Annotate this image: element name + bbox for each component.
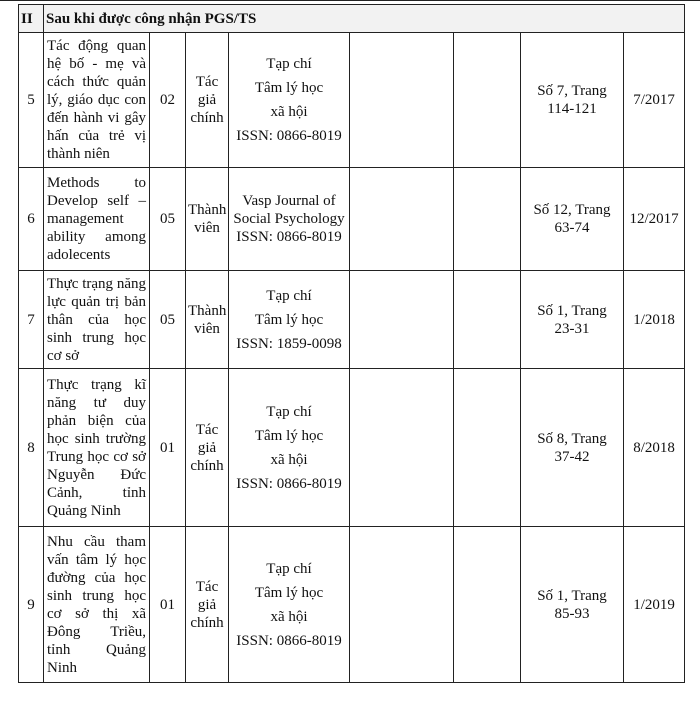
journal-line: Social Psychology <box>233 211 345 227</box>
author-role-line: chính <box>190 614 224 631</box>
author-role-line: Thành <box>188 202 227 218</box>
journal-line: Tâm lý học <box>254 80 324 96</box>
journal-name <box>229 168 350 271</box>
author-role-line: giả <box>197 92 217 108</box>
author-role <box>186 369 229 527</box>
article-title: Nhu cầu tham vấn tâm lý học đường của học sinh trung học cơ sở thị xã Đông Triều, tỉnh Quảng Ninh <box>44 527 150 683</box>
article-title: Thực trạng năng lực quản trị bản thân của học sinh trung học cơ sở <box>44 271 150 369</box>
author-role-line: chính <box>190 110 224 126</box>
author-role-line: viên <box>194 320 220 337</box>
author-count: 02 <box>150 33 186 168</box>
journal-line: ISSN: 1859-0098 <box>236 335 342 352</box>
author-role <box>186 168 229 271</box>
journal-line: Tạp chí <box>266 287 312 304</box>
issue-line: Số 8, Trang <box>537 430 607 447</box>
table-row <box>19 369 685 527</box>
journal-line: Tạp chí <box>266 56 312 72</box>
journal-line: xã hội <box>270 451 308 468</box>
author-count: 01 <box>150 369 186 527</box>
section-title: Sau khi được công nhận PGS/TS <box>44 5 685 33</box>
empty-cell <box>350 168 454 271</box>
author-count: 05 <box>150 168 186 271</box>
issue-line: 23-31 <box>554 320 590 337</box>
journal-line: xã hội <box>270 104 308 120</box>
issue-pages <box>521 168 624 271</box>
journal-line: Tâm lý học <box>254 584 324 601</box>
journal-line: Tâm lý học <box>254 311 324 328</box>
journal-line: ISSN: 0866-8019 <box>236 128 342 144</box>
author-count: 01 <box>150 527 186 683</box>
author-role-line: Tác <box>195 74 219 90</box>
issue-line: 63-74 <box>554 220 590 236</box>
journal-line: Tạp chí <box>266 403 312 420</box>
issue-line: 114-121 <box>547 101 597 117</box>
author-role-line: Thành <box>188 302 227 319</box>
section-roman-numeral: II <box>19 5 44 33</box>
empty-cell <box>454 168 521 271</box>
issue-pages <box>521 33 624 168</box>
row-number: 5 <box>19 33 44 168</box>
journal-line: Vasp Journal of <box>242 193 336 209</box>
table-row <box>19 33 685 168</box>
issue-line: Số 1, Trang <box>537 302 607 319</box>
issue-line: Số 1, Trang <box>537 587 607 604</box>
author-role-line: giả <box>197 439 217 456</box>
journal-line: xã hội <box>270 608 308 625</box>
publication-date: 12/2017 <box>624 168 685 271</box>
journal-name <box>229 271 350 369</box>
journal-line: ISSN: 0866-8019 <box>236 475 342 492</box>
article-title: Thực trạng kĩ năng tư duy phản biện của học sinh trường Trung học cơ sở Nguyễn Đức Cảnh, tỉnh Quảng Ninh <box>44 369 150 527</box>
issue-line: 37-42 <box>554 448 590 465</box>
issue-pages <box>521 271 624 369</box>
row-number: 9 <box>19 527 44 683</box>
issue-line: Số 7, Trang <box>537 83 607 99</box>
author-role <box>186 33 229 168</box>
page-top-rule <box>0 0 700 1</box>
table-row <box>19 527 685 683</box>
empty-cell <box>454 369 521 527</box>
author-role-line: chính <box>190 457 224 474</box>
issue-pages <box>521 527 624 683</box>
publication-table <box>18 4 685 683</box>
author-role-line: Tác <box>195 578 219 595</box>
author-role-line: viên <box>194 220 220 236</box>
author-count: 05 <box>150 271 186 369</box>
journal-line: ISSN: 0866-8019 <box>236 632 342 649</box>
publication-date: 1/2018 <box>624 271 685 369</box>
journal-line: Tạp chí <box>266 560 312 577</box>
journal-name <box>229 33 350 168</box>
author-role <box>186 271 229 369</box>
journal-line: Tâm lý học <box>254 427 324 444</box>
empty-cell <box>454 271 521 369</box>
publication-date: 7/2017 <box>624 33 685 168</box>
empty-cell <box>454 33 521 168</box>
publication-date: 1/2019 <box>624 527 685 683</box>
author-role-line: giả <box>197 596 217 613</box>
issue-pages <box>521 369 624 527</box>
issue-line: 85-93 <box>554 605 590 622</box>
empty-cell <box>454 527 521 683</box>
row-number: 6 <box>19 168 44 271</box>
empty-cell <box>350 271 454 369</box>
article-title: Tác động quan hệ bố - mẹ và cách thức quản lý, giáo dục con đến hành vi gây hấn của trẻ vị thành niên <box>44 33 150 168</box>
journal-name <box>229 369 350 527</box>
row-number: 8 <box>19 369 44 527</box>
table-row <box>19 168 685 271</box>
row-number: 7 <box>19 271 44 369</box>
empty-cell <box>350 527 454 683</box>
author-role <box>186 527 229 683</box>
empty-cell <box>350 33 454 168</box>
article-title: Methods to Develop self – management ability among adolecents <box>44 168 150 271</box>
section-header-row <box>19 5 685 33</box>
issue-line: Số 12, Trang <box>533 202 611 218</box>
journal-name <box>229 527 350 683</box>
table-row <box>19 271 685 369</box>
empty-cell <box>350 369 454 527</box>
journal-line: ISSN: 0866-8019 <box>236 229 342 245</box>
publication-date: 8/2018 <box>624 369 685 527</box>
author-role-line: Tác <box>195 421 219 438</box>
